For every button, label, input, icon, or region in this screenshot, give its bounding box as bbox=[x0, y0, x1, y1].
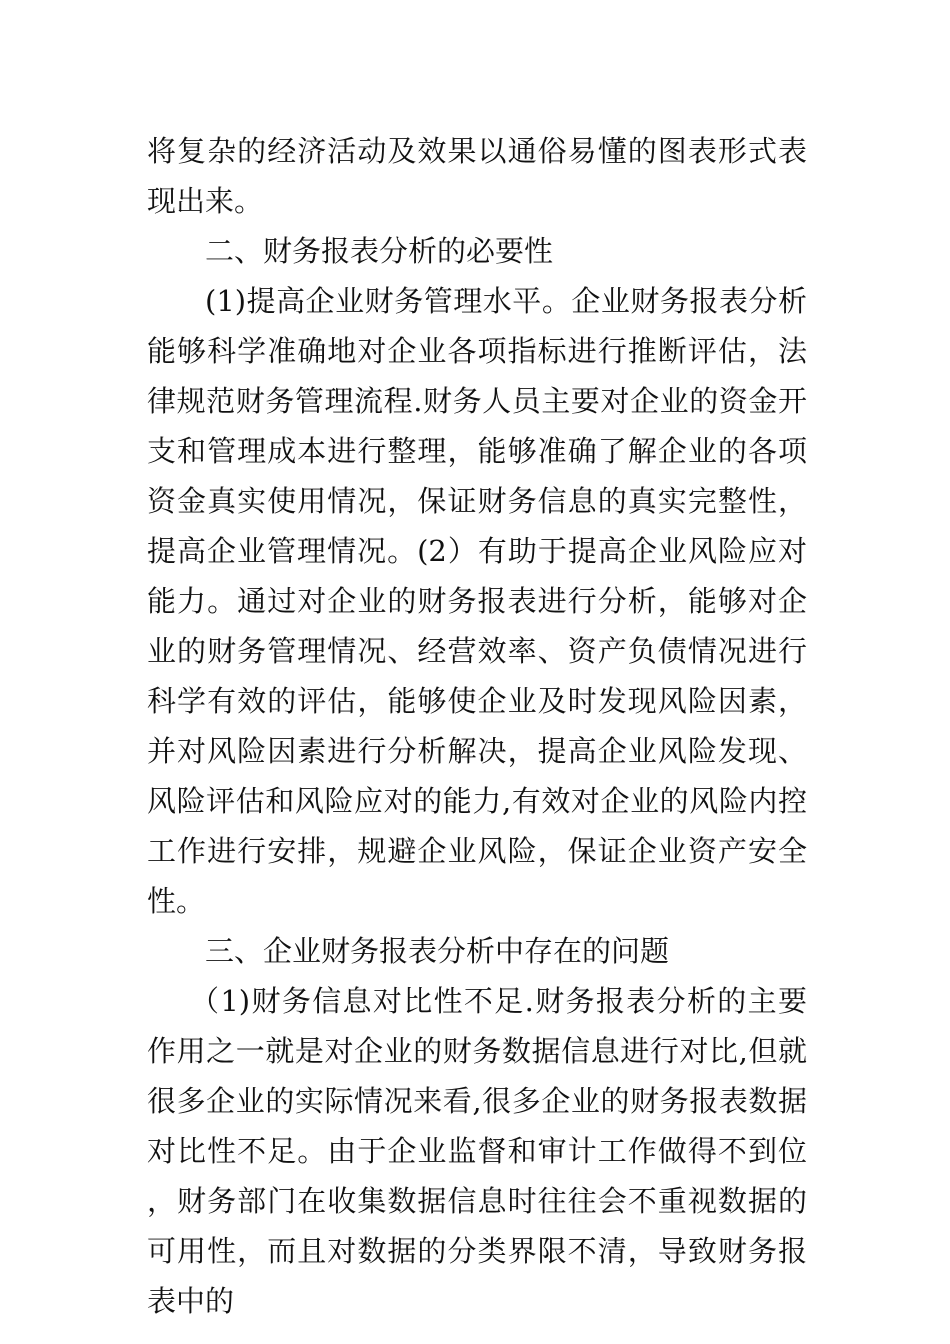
paragraph-necessity: (1)提高企业财务管理水平。企业财务报表分析能够科学准确地对企业各项指标进行推断评估，法律规范财务管理流程.财务人员主要对企业的资金开支和管理成本进行整理，能够准确了解企业的各项资金真实使用情况，保证财务信息的真实完整性，提高企业管理情况。(2）有助于提高企业风险应对能力。通过对企业的财务报表进行分析，能够对企业的财务管理情况、经营效率、资产负债情况进行科学有效的评估，能够使企业及时发现风险因素，并对风险因素进行分析解决，提高企业风险发现、风险评估和风险应对的能力,有效对企业的风险内控工作进行安排，规避企业风险，保证企业资产安全性。 bbox=[147, 284, 807, 918]
section-heading-3: 三、企业财务报表分析中存在的问题 bbox=[205, 934, 670, 968]
section-heading-2: 二、财务报表分析的必要性 bbox=[205, 234, 554, 268]
body-text bbox=[147, 126, 807, 1326]
paragraph-problems: （1)财务信息对比性不足.财务报表分析的主要作用之一就是对企业的财务数据信息进行对比,但就很多企业的实际情况来看,很多企业的财务报表数据对比性不足。由于企业监督和审计工作做得不到位，财务部门在收集数据信息时往往会不重视数据的可用性，而且对数据的分类界限不清，导致财务报表中的 bbox=[147, 984, 807, 1318]
paragraph-continuation: 将复杂的经济活动及效果以通俗易懂的图表形式表现出来。 bbox=[147, 134, 807, 218]
